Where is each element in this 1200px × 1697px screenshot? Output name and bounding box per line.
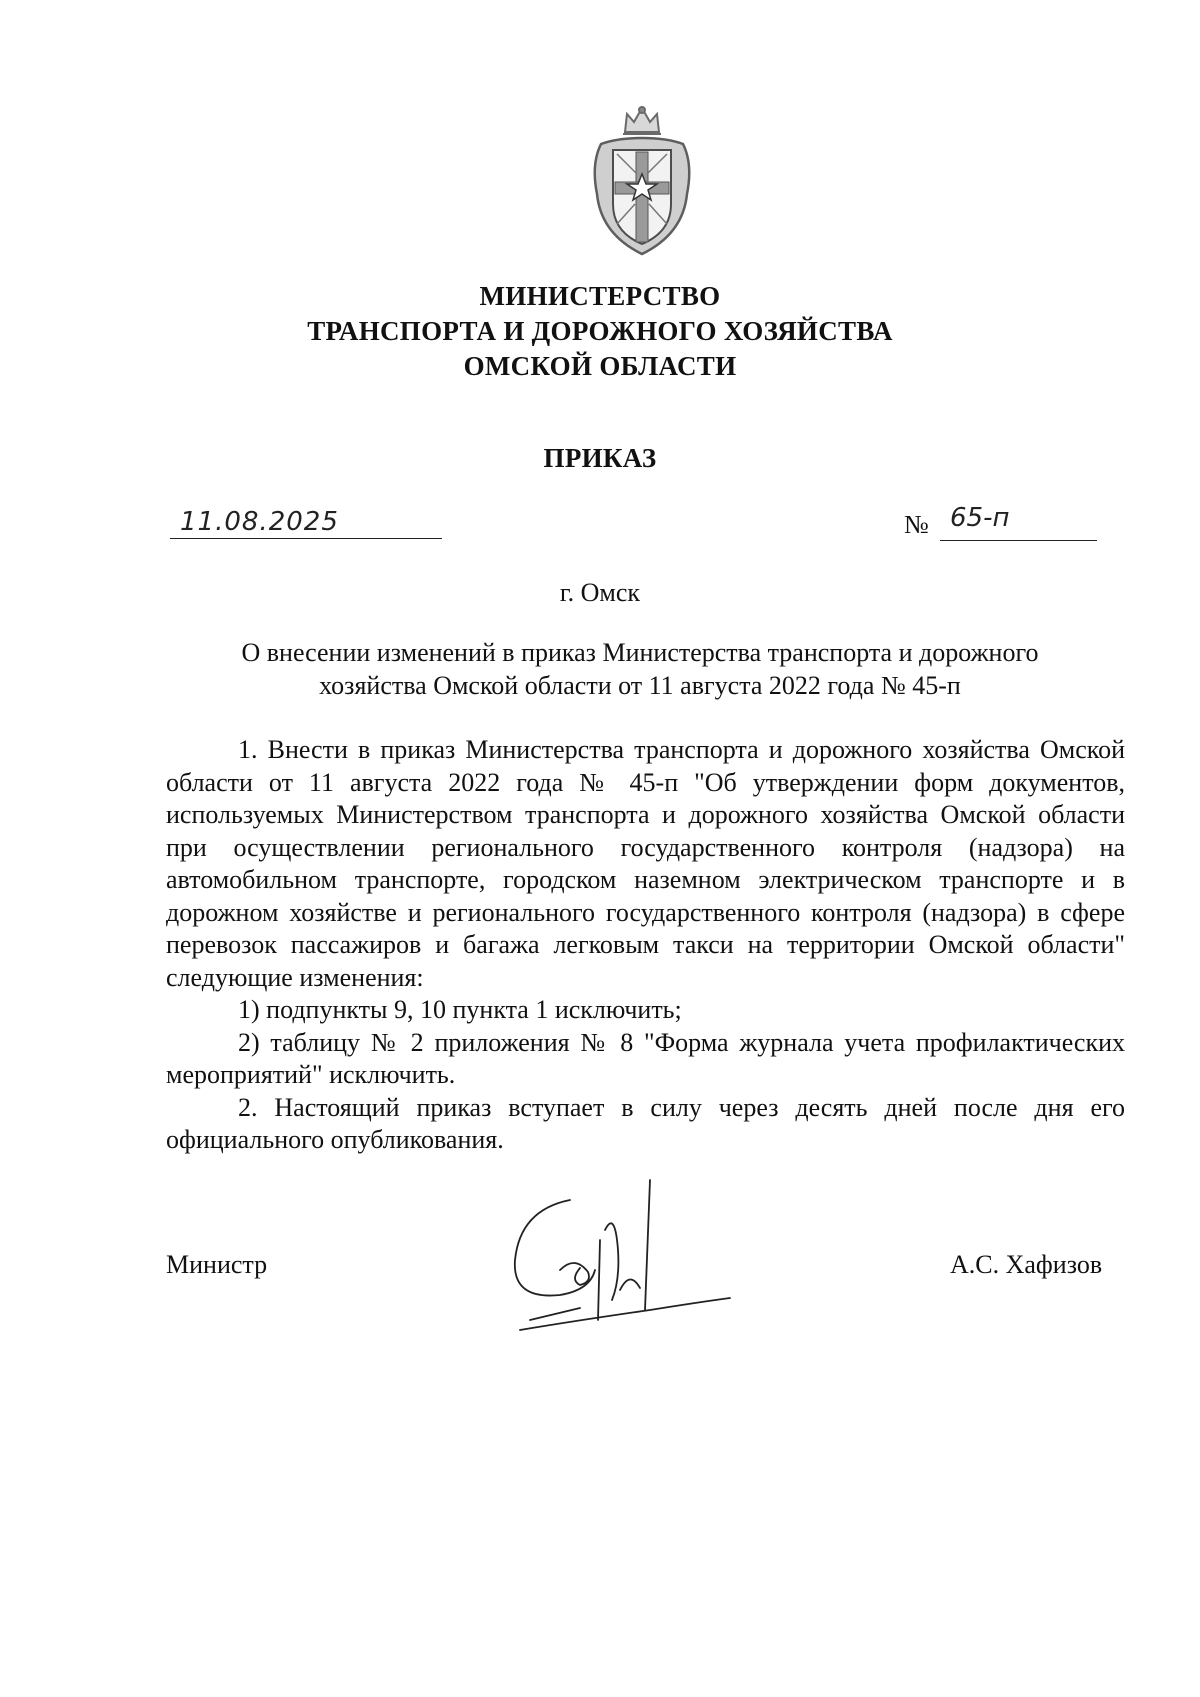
ministry-name-line-2: ТРАНСПОРТА И ДОРОЖНОГО ХОЗЯЙСТВА <box>307 316 893 346</box>
body-paragraph-4: 2. Настоящий приказ вступает в силу через десять дней после дня его официального опубликования. <box>166 1092 1125 1154</box>
order-date: 11.08.2025 <box>180 507 339 537</box>
date-underline <box>170 538 442 539</box>
body-paragraph-2: 1) подпункты 9, 10 пункта 1 исключить; <box>238 995 682 1024</box>
handwritten-signature <box>500 1170 740 1340</box>
order-subject: О внесении изменений в приказ Министерства транспорта и дорожного хозяйства Омской области от 11 августа 2022 года № 45-п <box>241 638 1039 700</box>
coat-of-arms-emblem <box>587 104 697 260</box>
order-number: 65-п <box>950 503 1010 533</box>
order-body <box>166 734 1125 1157</box>
ministry-name-line-3: ОМСКОЙ ОБЛАСТИ <box>463 351 737 381</box>
number-underline <box>940 540 1097 541</box>
body-paragraph-3: 2) таблицу № 2 приложения № 8 "Форма журнала учета профилактических мероприятий" исключить. <box>166 1027 1125 1089</box>
number-sign: № <box>904 510 929 539</box>
body-paragraph-1: 1. Внести в приказ Министерства транспорта и дорожного хозяйства Омской области от 11 августа 2022 года № 45-п "Об утверждении форм документов, используемых Министерством транспорта и дорожного хозяйства Омской области при осуществлении регионального государственного контроля (надзора) на автомобильном транспорте, городском наземном электрическом транспорте и в дорожном хозяйстве и регионального государственного контроля (надзора) в сфере перевозок пассажиров и багажа легковым такси на территории Омской области" следующие изменения: <box>166 735 1125 992</box>
ministry-name-line-1: МИНИСТЕРСТВО <box>479 281 721 311</box>
signer-name: А.С. Хафизов <box>950 1250 1103 1279</box>
document-type-title: ПРИКАЗ <box>543 443 657 473</box>
signer-position: Министр <box>166 1250 268 1279</box>
city-of-issue: г. Омск <box>559 578 641 607</box>
